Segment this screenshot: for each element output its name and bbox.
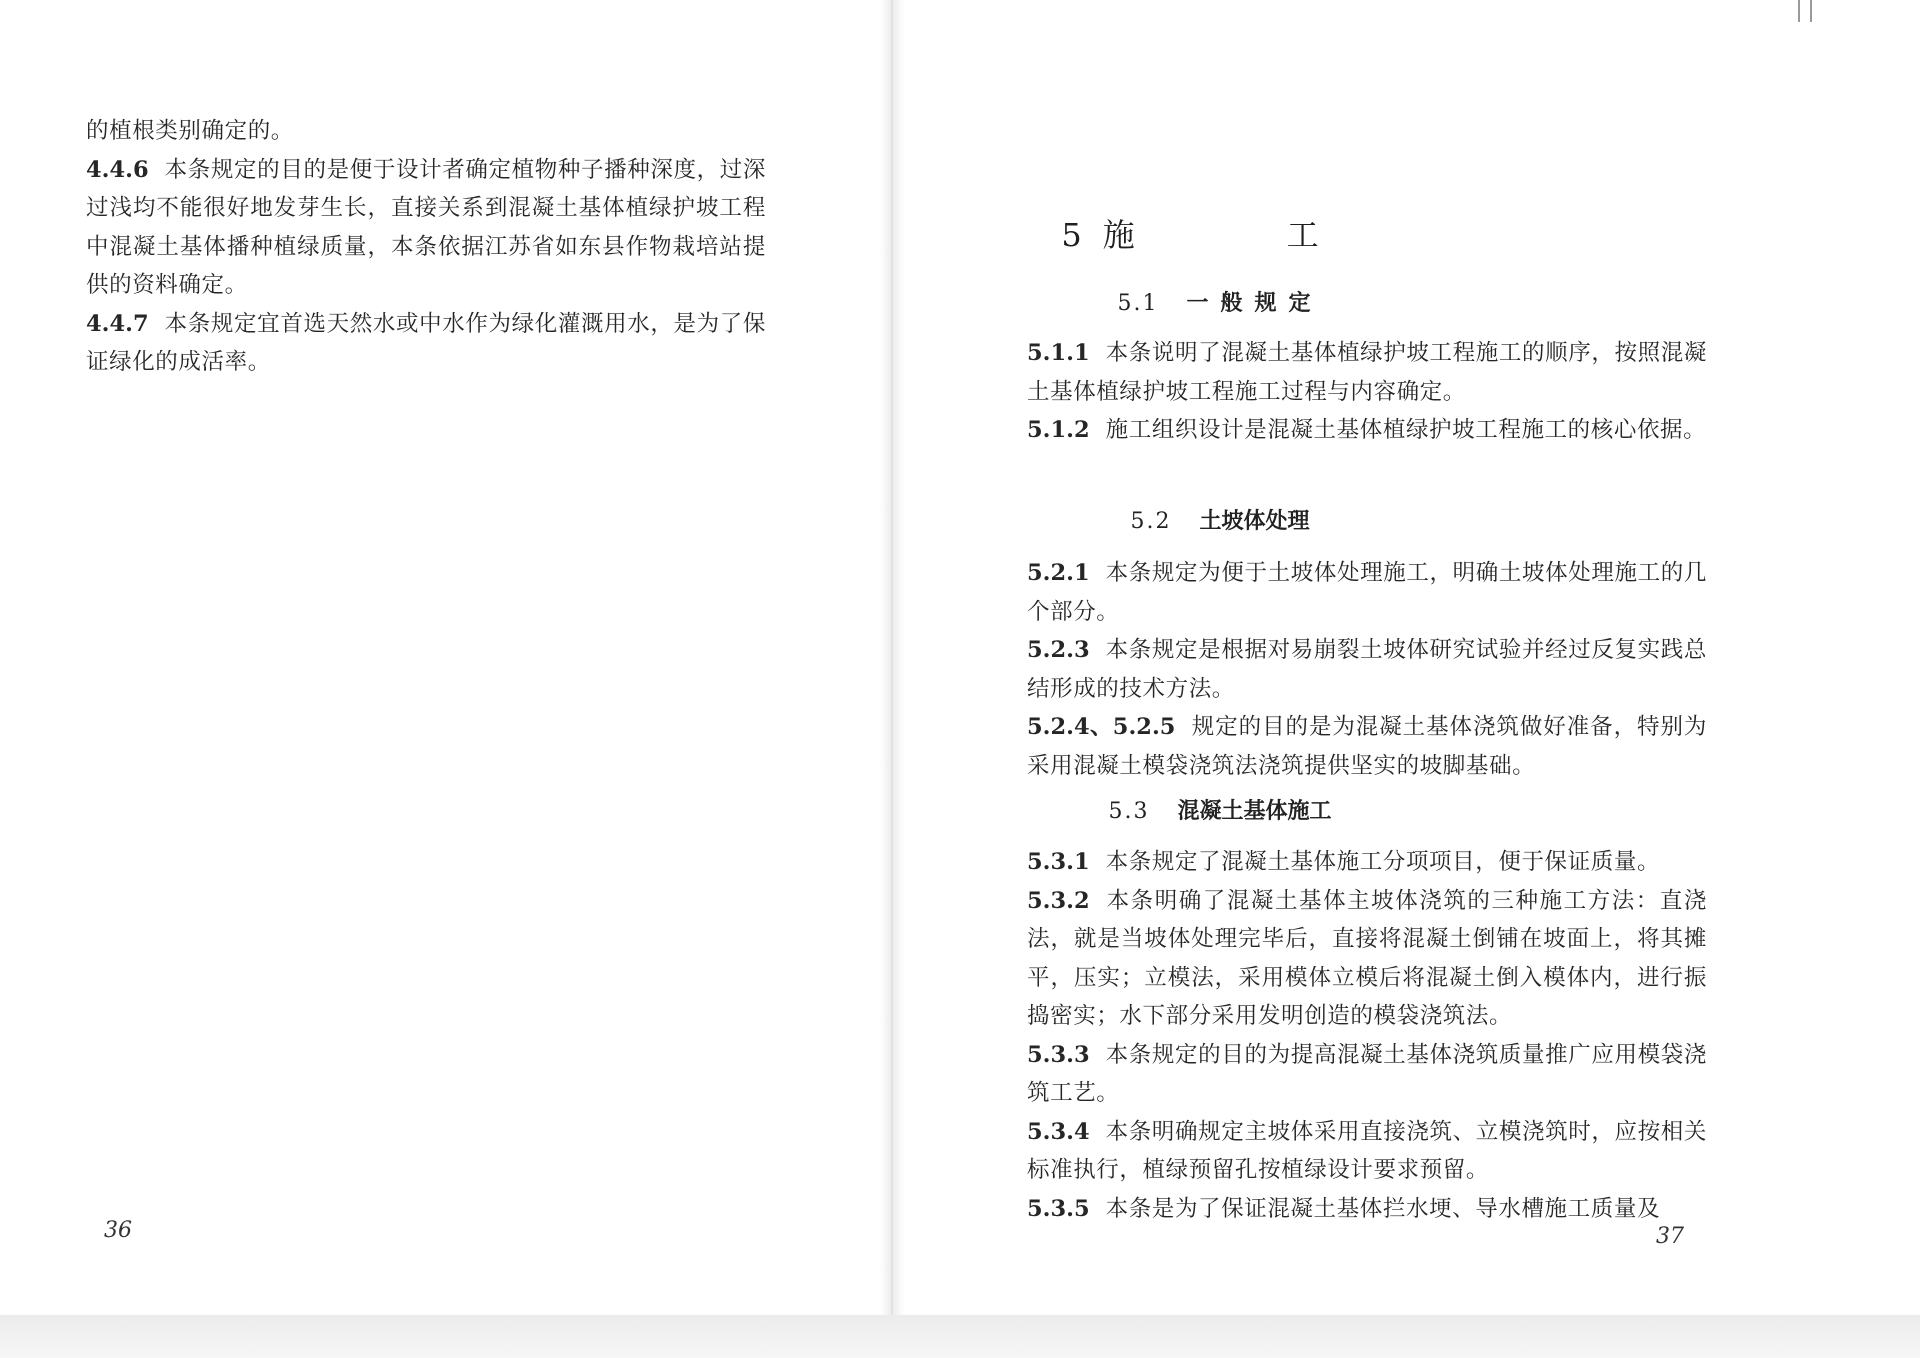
clause-number: 5.3.4 xyxy=(1027,1118,1090,1145)
clause-number: 5.3.2 xyxy=(1027,887,1090,914)
clause-5-2-1: 5.2.1 本条规定为便于土坡体处理施工，明确土坡体处理施工的几个部分。 xyxy=(1027,560,1707,625)
section-5-2-text xyxy=(1027,554,1707,785)
clause-4-4-7: 4.4.7 本条规定宜首选天然水或中水作为绿化灌溉用水，是为了保证绿化的成活率。 xyxy=(86,310,766,375)
left-page xyxy=(0,0,892,1315)
clause-number: 4.4.6 xyxy=(86,156,149,183)
scanner-bottom-edge xyxy=(0,1315,1920,1358)
section-title: 土坡体处理 xyxy=(1199,509,1310,534)
book-gutter xyxy=(880,0,904,1315)
clause-number: 4.4.7 xyxy=(86,310,149,337)
section-title: 一般规定 xyxy=(1186,291,1323,316)
section-title: 混凝土基体施工 xyxy=(1177,799,1332,824)
chapter-number: 5 xyxy=(1061,216,1083,254)
section-heading-5-2 xyxy=(1000,504,1440,535)
clause-number: 5.2.3 xyxy=(1027,637,1090,663)
section-number: 5.2 xyxy=(1130,509,1172,534)
clause-5-2-4-5-2-5: 5.2.4、5.2.5 规定的目的是为混凝土基体浇筑做好准备，特别为采用混凝土模袋浇筑法浇筑提供坚实的坡脚基础。 xyxy=(1027,714,1707,779)
section-heading-5-1 xyxy=(1000,286,1440,317)
page-number-right: 37 xyxy=(1656,1224,1684,1249)
chapter-title xyxy=(1000,210,1440,256)
clause-number: 5.1.2 xyxy=(1027,417,1090,443)
clause-number: 5.2.4、5.2.5 xyxy=(1027,714,1176,740)
clause-5-3-2: 5.3.2 本条明确了混凝土基体主坡体浇筑的三种施工方法：直浇法，就是当坡体处理完毕后，直接将混凝土倒铺在坡面上，将其摊平，压实；立模法，采用模体立模后将混凝土倒入模体内，进行振捣密实；水下部分采用发明创造的模袋浇筑法。 xyxy=(1027,887,1707,1029)
edge-mark xyxy=(1798,0,1800,22)
clause-5-3-1: 5.3.1 本条规定了混凝土基体施工分项项目，便于保证质量。 xyxy=(1027,849,1661,875)
left-page-text xyxy=(86,112,766,382)
section-5-3-text xyxy=(1027,843,1707,1228)
clause-4-4-6: 4.4.6 本条规定的目的是便于设计者确定植物种子播种深度，过深过浅均不能很好地发芽生长，直接关系到混凝土基体植绿护坡工程中混凝土基体播种植绿质量，本条依据江苏省如东县作物栽培站提供的资料确定。 xyxy=(86,156,766,298)
clause-number: 5.2.1 xyxy=(1027,560,1090,586)
paragraph: 的植根类别确定的。 xyxy=(86,118,294,144)
clause-number: 5.3.5 xyxy=(1027,1195,1090,1222)
section-number: 5.1 xyxy=(1117,291,1159,316)
clause-number: 5.1.1 xyxy=(1027,340,1090,366)
chapter-name: 施 工 xyxy=(1102,216,1379,254)
clause-5-3-3: 5.3.3 本条规定的目的为提高混凝土基体浇筑质量推广应用模袋浇筑工艺。 xyxy=(1027,1041,1707,1106)
clause-number: 5.3.3 xyxy=(1027,1041,1090,1068)
page-number-left: 36 xyxy=(104,1218,132,1243)
section-number: 5.3 xyxy=(1108,799,1150,824)
clause-5-2-3: 5.2.3 本条规定是根据对易崩裂土坡体研究试验并经过反复实践总结形成的技术方法。 xyxy=(1027,637,1707,702)
clause-5-3-5: 5.3.5 本条是为了保证混凝土基体拦水埂、导水槽施工质量及 xyxy=(1027,1195,1661,1222)
clause-5-1-2: 5.1.2 施工组织设计是混凝土基体植绿护坡工程施工的核心依据。 xyxy=(1027,417,1707,443)
clause-number: 5.3.1 xyxy=(1027,849,1090,875)
clause-5-1-1: 5.1.1 本条说明了混凝土基体植绿护坡工程施工的顺序，按照混凝土基体植绿护坡工程施工过程与内容确定。 xyxy=(1027,340,1707,405)
section-heading-5-3 xyxy=(1000,794,1440,825)
section-5-1-text xyxy=(1027,334,1707,450)
clause-5-3-4: 5.3.4 本条明确规定主坡体采用直接浇筑、立模浇筑时，应按相关标准执行，植绿预留孔按植绿设计要求预留。 xyxy=(1027,1118,1707,1183)
edge-mark xyxy=(1810,0,1812,22)
